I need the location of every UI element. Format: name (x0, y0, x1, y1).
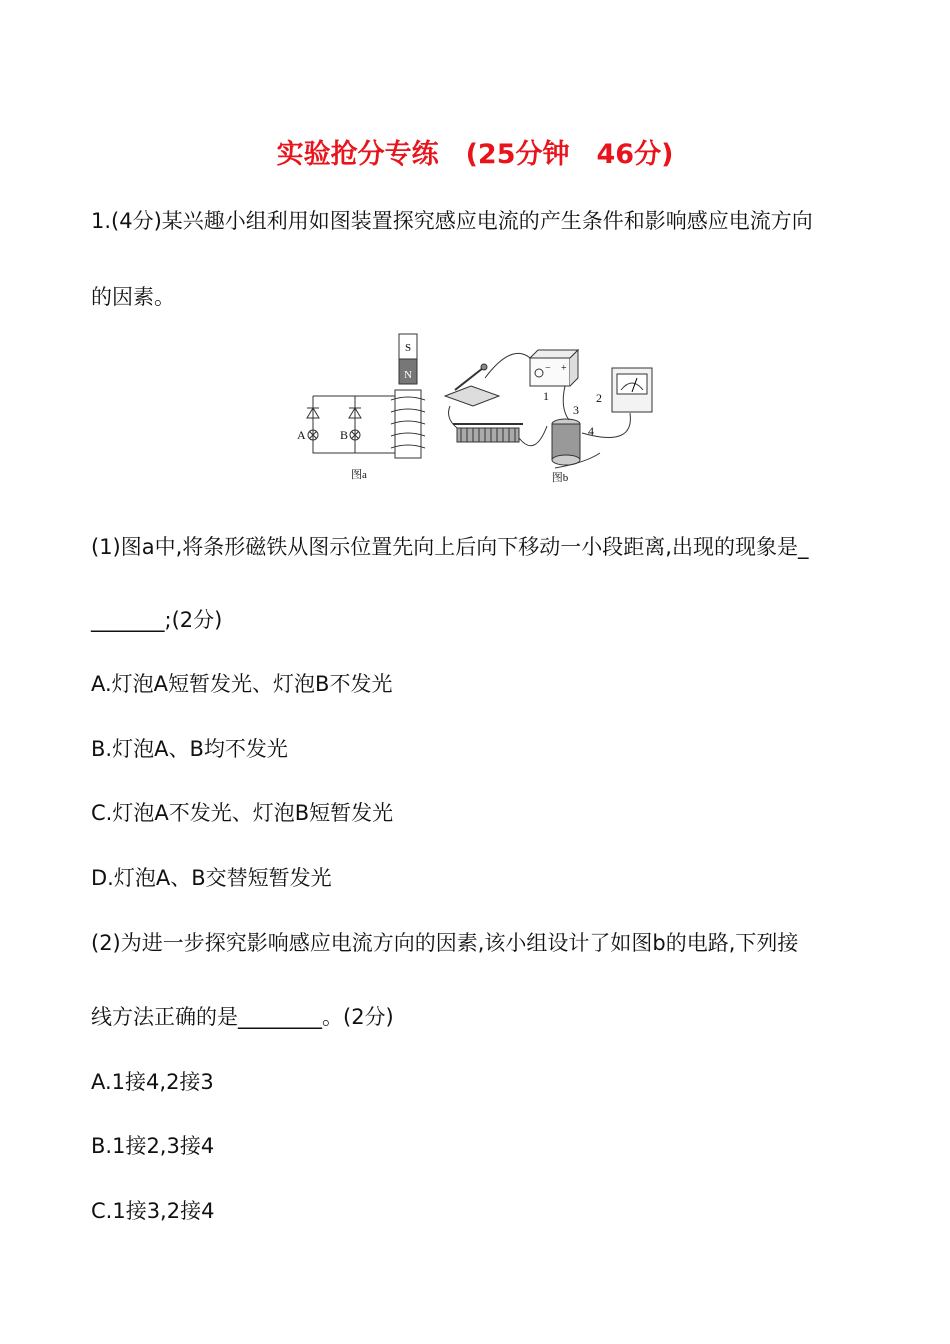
wire-rheostat-coil (519, 426, 547, 446)
part2-option-c: C.1接3,2接4 (91, 1199, 215, 1223)
wire-battery-1 (563, 386, 569, 420)
wire-frame (313, 396, 395, 453)
lamp-a-label: A (297, 428, 306, 442)
battery-plus-label: + (561, 363, 567, 374)
figure-svg (285, 328, 665, 493)
battery-minus-label: − (545, 363, 551, 374)
page-title: 实验抢分专练 (25分钟 46分) (276, 139, 674, 170)
rheostat (457, 428, 519, 442)
magnet-n-label: N (404, 369, 412, 381)
part2-line2: 线方法正确的是________。(2分) (91, 1005, 394, 1029)
part2-line1: (2)为进一步探究影响感应电流方向的因素,该小组设计了如图b的电路,下列接 (91, 931, 799, 955)
caption-figure-b: 图b (551, 472, 569, 484)
terminal-3-label: 3 (573, 403, 579, 417)
part1-option-d: D.灯泡A、B交替短暂发光 (91, 866, 332, 890)
experiment-figure (285, 328, 665, 493)
knife-switch (445, 386, 499, 406)
part1-option-a: A.灯泡A短暂发光、灯泡B不发光 (91, 672, 393, 696)
coil (395, 390, 421, 458)
part1-option-b: B.灯泡A、B均不发光 (91, 737, 288, 761)
terminal-2-label: 2 (596, 391, 602, 405)
terminal-1-label: 1 (543, 389, 549, 403)
part1-line1: (1)图a中,将条形磁铁从图示位置先向上后向下移动一小段距离,出现的现象是_ (91, 535, 809, 559)
part2-option-a: A.1接4,2接3 (91, 1070, 214, 1094)
wire-switch-battery (485, 353, 535, 378)
question1-stem-line2: 的因素。 (91, 285, 175, 309)
terminal-4-label: 4 (588, 424, 594, 438)
caption-figure-a: 图a (351, 469, 367, 481)
part2-option-b: B.1接2,3接4 (91, 1134, 215, 1158)
question1-stem-line1: 1.(4分)某兴趣小组利用如图装置探究感应电流的产生条件和影响感应电流方向 (91, 209, 813, 233)
part1-option-c: C.灯泡A不发光、灯泡B短暂发光 (91, 801, 394, 825)
magnet-s-label: S (404, 342, 412, 354)
lamp-b-label: B (340, 428, 349, 442)
part1-line2: _______;(2分) (91, 608, 223, 632)
